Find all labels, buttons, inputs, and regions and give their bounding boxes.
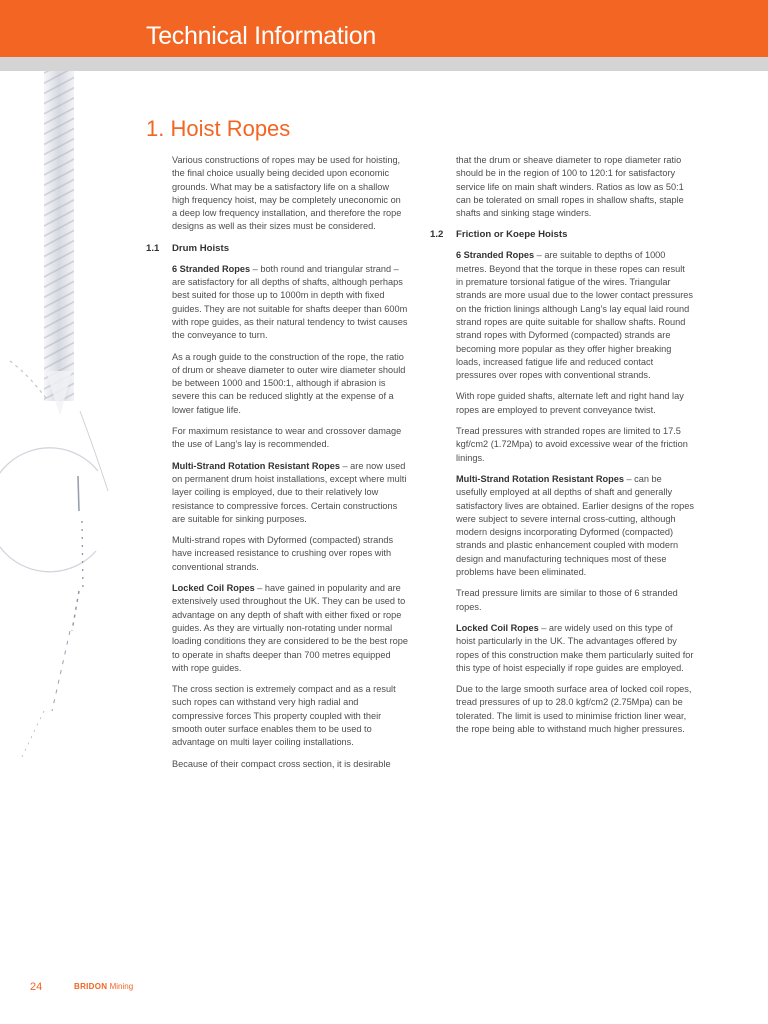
footer-brand xyxy=(74,982,133,991)
six-stranded-drum-paragraph xyxy=(172,263,408,343)
paragraph-text: – are suitable to depths of 1000 metres. Beyond that the torque in these ropes can result in premature torsional fatigue of the wires. Triangular strands are more usual due to the lower contact pressures on the friction linings although Lang’s lay equal laid round strand ropes are quite suitable for shallow shafts. Round strand ropes with Dyformed (compacted) strands are becoming more popular as they offer higher breaking loads, increased fatigue life and reduced contact pressures over ropes with conventional strands. xyxy=(456,250,693,381)
intro-paragraph: Various constructions of ropes may be used for hoisting, the final choice usually being decided upon economic grounds. What may be a satisfactory life on a shallow high frequency hoist, may be completely uneconomic on a deep low frequency installation, and therefore the rope designs as well as their sizes must be considered. xyxy=(172,155,402,232)
term-multi-strand: Multi-Strand Rotation Resistant Ropes xyxy=(456,473,624,484)
multi-strand-drum-paragraph xyxy=(172,460,408,526)
cross-section-paragraph: The cross section is extremely compact and as a result such ropes can withstand very high radial and compressive forces This property coupled with their smooth outer surface enables them to be used to advantage on multi layer coiling installations. xyxy=(172,684,396,748)
heading-text: Friction or Koepe Hoists xyxy=(456,229,568,241)
paragraph-text: – both round and triangular strand – are satisfactory for all depths of shafts, although perhaps best suited for those up to 1000m in depth with fixed guides. They are not suitable for shafts deeper than 600m with rope guides, as their natural tendency to twist causes the conveyance to turn. xyxy=(172,263,408,341)
section-title: 1. Hoist Ropes xyxy=(146,116,291,141)
rope-guided-paragraph: With rope guided shafts, alternate left and right hand lay ropes are employed to prevent conveyance twist. xyxy=(456,391,684,415)
right-column xyxy=(430,154,694,744)
locked-coil-drum-paragraph xyxy=(172,582,408,675)
heading-text: Drum Hoists xyxy=(172,242,230,254)
paragraph-text: – are widely used on this type of hoist particularly in the UK. The advantages offered by ropes of this construction make them particularly suited for this type of hoist especially if rope guides are employed. xyxy=(456,622,694,673)
term-locked-coil: Locked Coil Ropes xyxy=(172,583,255,594)
heading-number: 1.1 xyxy=(146,242,160,254)
left-column xyxy=(146,154,408,779)
header-divider-strip xyxy=(0,57,768,71)
smooth-surface-paragraph: Due to the large smooth surface area of locked coil ropes, tread pressures of up to 28.0 kgf/cm2 (2.75Mpa) can be tolerated. The limit is used to minimise friction liner wear, the rope being able to withstand much higher pressures. xyxy=(456,684,692,734)
continuation-paragraph: that the drum or sheave diameter to rope diameter ratio should be in the region of 100 to 120:1 for satisfactory service life on main shaft winders. Ratios as low as 50:1 can be tolerated on small ropes in shallow shafts, staple shafts and sinking stage winders. xyxy=(456,155,684,219)
paragraph-text: – are now used on permanent drum hoist installations, except where multi layer coiling is employed, due to their relatively low resistance to compressive forces. Certain constructions are suitable for sinking purposes. xyxy=(172,460,407,524)
term-six-stranded: 6 Stranded Ropes xyxy=(456,250,535,261)
heading-number: 1.2 xyxy=(430,229,444,241)
heading-drum-hoists xyxy=(146,242,408,255)
multi-strand-koepe-paragraph xyxy=(456,473,694,579)
term-multi-strand: Multi-Strand Rotation Resistant Ropes xyxy=(172,460,340,471)
locked-coil-koepe-paragraph xyxy=(456,622,694,675)
rough-guide-paragraph: As a rough guide to the construction of the rope, the ratio of drum or sheave diameter to outer wire diameter should be between 1000 and 1500:1, although if abrasion is severe this can be reduced slightly at the expense of a lower fatigue life. xyxy=(172,351,406,415)
dyformed-paragraph: Multi-strand ropes with Dyformed (compacted) strands have increased resistance to crushing over ropes with conventional strands. xyxy=(172,535,394,572)
tread-pressures-paragraph: Tread pressures with stranded ropes are limited to 17.5 kgf/cm2 (1.72Mpa) to avoid excessive wear of the friction linings. xyxy=(456,426,688,463)
page-number: 24 xyxy=(30,981,43,993)
wire-rope-illustration-icon xyxy=(0,71,140,951)
six-stranded-koepe-paragraph xyxy=(456,249,694,382)
term-locked-coil: Locked Coil Ropes xyxy=(456,622,539,633)
brand-logo: BRIDON xyxy=(74,982,108,991)
paragraph-text: – have gained in popularity and are extensively used throughout the UK. They can be used to advantage on any depth of shaft with either fixed or rope guides. As they are virtually non-rotating under normal loading conditions they are considered to be the best rope to operate in shafts deeper than 700 metres equipped with rope guides. xyxy=(172,583,408,673)
term-six-stranded: 6 Stranded Ropes xyxy=(172,263,251,274)
paragraph-text: – can be usefully employed at all depths of shaft and generally satisfactory lives are obtained. Earlier designs of the ropes were subject to severe internal cross-cutting, although modern designs incorporating Dyformed (compacted) strands and plastic enhancement coupled with modern design and manufacturing techniques most of these problems have been eliminated. xyxy=(456,473,694,578)
max-resistance-paragraph: For maximum resistance to wear and crossover damage the use of Lang’s lay is recommended. xyxy=(172,426,402,450)
compact-paragraph: Because of their compact cross section, it is desirable xyxy=(172,758,391,769)
header-bar xyxy=(0,0,768,57)
brand-suffix: Mining xyxy=(109,982,134,991)
heading-friction-koepe-hoists xyxy=(430,228,694,241)
tread-limits-paragraph: Tread pressure limits are similar to those of 6 stranded ropes. xyxy=(456,588,678,612)
header-title: Technical Information xyxy=(146,22,376,50)
